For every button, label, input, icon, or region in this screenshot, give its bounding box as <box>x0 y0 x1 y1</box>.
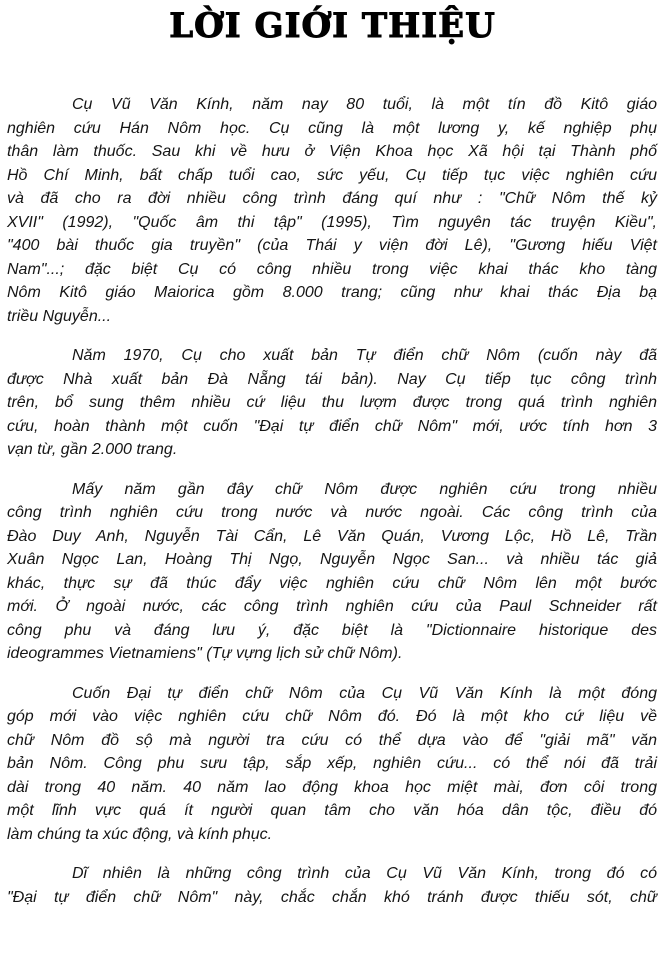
text-line: XVII" (1992), "Quốc âm thi tập" (1995), Tìm nguyên tác truyện Kiều", <box>7 213 657 231</box>
text-line: khác, thực sự đã thúc đẩy việc nghiên cứu chữ Nôm lên một bước <box>7 574 657 592</box>
paragraph-3 <box>0 478 665 666</box>
paragraph-4 <box>0 682 665 847</box>
text-line: "400 bài thuốc gia truyền" (của Thái y viện đời Lê), "Gương hiếu Việt <box>7 237 657 254</box>
text-line: Hồ Chí Minh, bất chấp tuổi cao, sức yếu, Cụ tiếp tục việc nghiên cứu <box>7 166 657 184</box>
text-line: trên, bổ sung thêm nhiều cứ liệu thu lượm được trong quá trình nghiên <box>7 394 657 411</box>
text-line: góp mới vào việc nghiên cứu chữ Nôm đó. Đó là một kho cứ liệu về <box>7 708 657 725</box>
text-line: triều Nguyễn... <box>7 307 112 325</box>
text-line: vạn từ, gần 2.000 trang. <box>7 441 178 458</box>
text-line: thân làm thuốc. Sau khi về hưu ở Viện Khoa học Xã hội tại Thành phố <box>7 143 657 160</box>
paragraph-2 <box>0 344 665 462</box>
text-line: ideogrammes Vietnamiens" (Tự vựng lịch sử chữ Nôm). <box>7 645 403 662</box>
paragraph-5 <box>0 862 665 909</box>
text-line: Cụ Vũ Văn Kính, năm nay 80 tuổi, là một tín đồ Kitô giáo <box>72 96 657 113</box>
text-line: nghiên cứu Hán Nôm học. Cụ cũng là một lương y, kế nghiệp phụ <box>7 119 657 137</box>
page-title: LỜI GIỚI THIỆU <box>169 6 496 46</box>
text-line: Mấy năm gần đây chữ Nôm được nghiên cứu trong nhiều <box>72 480 657 498</box>
text-line: chữ Nôm đồ sộ mà người tra cứu có thể dựa vào để "giải mã" văn <box>7 731 657 749</box>
text-line: "Đại tự điển chữ Nôm" này, chắc chắn khó tránh được thiếu sót, chữ <box>7 888 657 906</box>
text-line: và đã cho ra đời nhiều công trình đáng quí như : "Chữ Nôm thế kỷ <box>7 190 657 207</box>
text-line: Dĩ nhiên là những công trình của Cụ Vũ Văn Kính, trong đó có <box>72 865 657 882</box>
text-line: Năm 1970, Cụ cho xuất bản Tự điển chữ Nôm (cuốn này đã <box>72 347 657 364</box>
text-line: công trình nghiên cứu trong nước và nước ngoài. Các công trình của <box>7 504 657 521</box>
text-line: công phu và đáng lưu ý, đặc biệt là "Dictionnaire historique des <box>7 621 657 639</box>
text-line: dài trong 40 năm. 40 năm lao động khoa học miệt mài, đơn côi trong <box>7 778 657 796</box>
text-line: cứu, hoàn thành một cuốn "Đại tự điển chữ Nôm" mới, ước tính hơn 3 <box>7 417 657 435</box>
text-line: mới. Ở ngoài nước, các công trình nghiên cứu của Paul Schneider rất <box>7 598 657 615</box>
text-line: Cuốn Đại tự điển chữ Nôm của Cụ Vũ Văn Kính là một đóng <box>72 684 657 702</box>
text-line: được Nhà xuất bản Đà Nẵng tái bản). Nay Cụ tiếp tục công trình <box>7 370 657 388</box>
text-line: Nôm Kitô giáo Maiorica gồm 8.000 trang; cũng như khai thác Địa bạ <box>7 284 657 301</box>
text-line: làm chúng ta xúc động, và kính phục. <box>7 825 273 843</box>
text-line: Đào Duy Anh, Nguyễn Tài Cẩn, Lê Văn Quán, Vương Lộc, Hồ Lê, Trần <box>7 527 657 545</box>
text-line: một lĩnh vực quá ít người quan tâm cho văn hóa dân tộc, điều đó <box>7 802 657 819</box>
text-line: Nam"...; đặc biệt Cụ có công nhiều trong việc khai thác kho tàng <box>7 260 657 278</box>
body-text <box>0 93 665 925</box>
text-line: bản Nôm. Công phu sưu tập, sắp xếp, nghiên cứu... có thể nói đã trải <box>7 755 657 772</box>
paragraph-1 <box>0 93 665 328</box>
text-line: Xuân Ngọc Lan, Hoàng Thị Ngọ, Nguyễn Ngọc San... và nhiều tác giả <box>7 551 657 568</box>
